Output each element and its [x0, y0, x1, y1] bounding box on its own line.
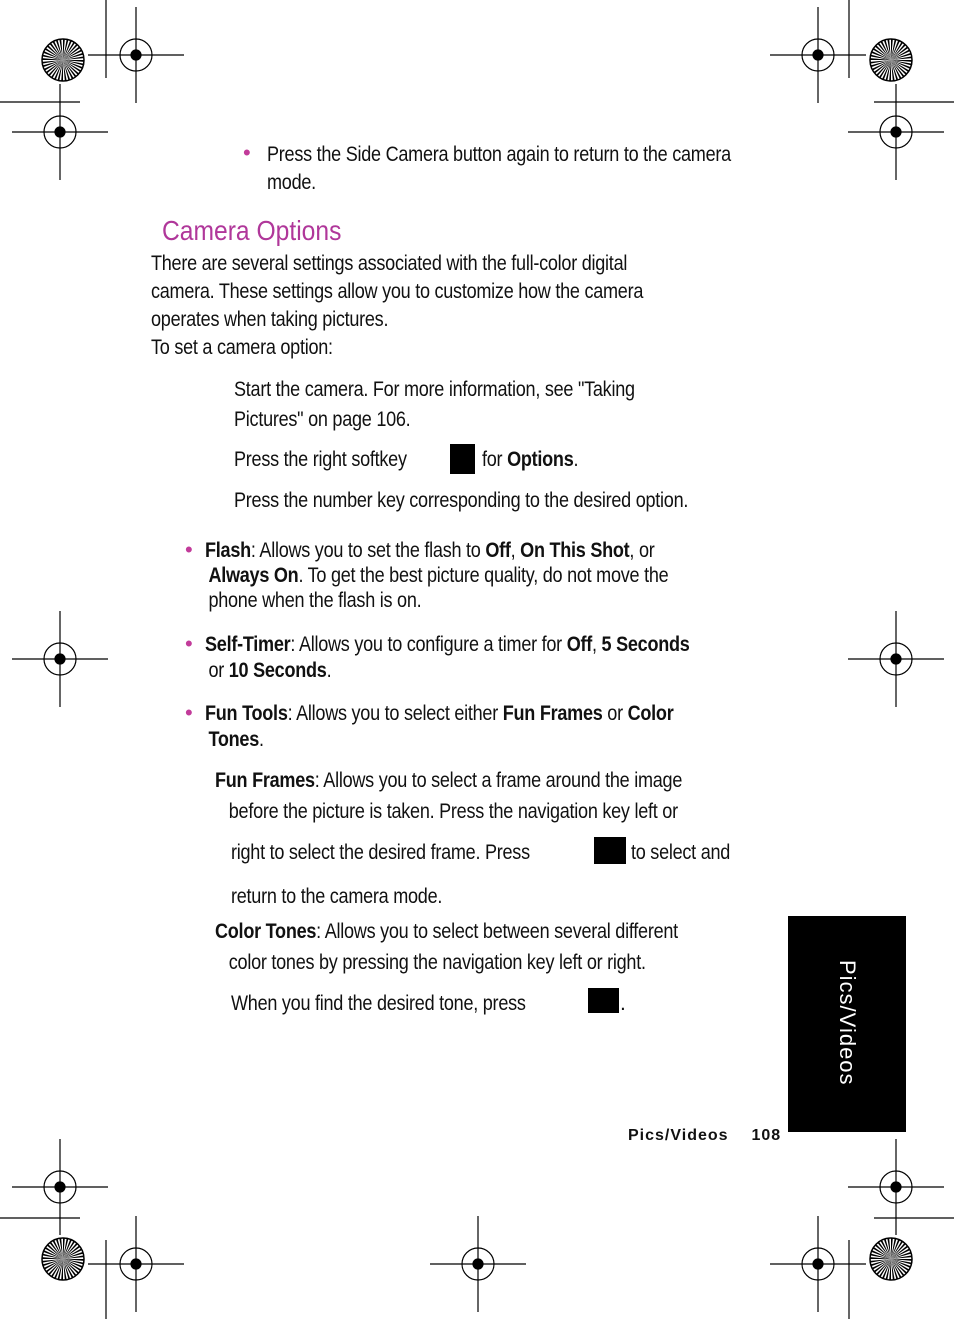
fun-frames-line-3-suffix: to select and: [631, 841, 731, 864]
instruction-lead: To set a camera option:: [151, 336, 333, 359]
option-self-timer: Self-Timer: Allows you to configure a timer for Off, 5 Seconds or 10 Seconds.: [205, 633, 690, 682]
page-number: 108: [751, 1127, 782, 1144]
paragraph-line: There are several settings associated with the full-color digital: [151, 252, 628, 275]
step-2-suffix: for Options.: [482, 448, 579, 471]
select-key-icon: [588, 988, 619, 1013]
select-key-icon: [594, 837, 626, 864]
paragraph-line: operates when taking pictures.: [151, 308, 389, 331]
bullet-icon: •: [185, 700, 193, 725]
step-2: Press the right softkey: [234, 448, 407, 471]
section-side-tab: [788, 916, 906, 1132]
fun-frames-line-4: return to the camera mode.: [231, 885, 443, 908]
bullet-icon: •: [185, 537, 193, 562]
bullet-icon: •: [185, 631, 193, 656]
section-heading: Camera Options: [162, 215, 342, 246]
starburst-mark: [42, 1238, 84, 1280]
starburst-mark: [42, 39, 84, 81]
option-fun-frames: Fun Frames: Allows you to select a frame around the image before the picture is taken. Press the navigation key left or: [215, 769, 683, 823]
footer-section: Pics/Videos: [628, 1127, 729, 1144]
bullet-icon: •: [243, 140, 251, 165]
options-label: Options: [507, 448, 574, 471]
intro-paragraph: [151, 250, 643, 362]
color-tones-line-3: When you find the desired tone, press: [231, 992, 526, 1015]
starburst-mark: [870, 1238, 912, 1280]
page-footer: [628, 1127, 781, 1145]
fun-frames-line-3: right to select the desired frame. Press: [231, 841, 530, 864]
option-color-tones: Color Tones: Allows you to select between several different color tones by pressing the navigation key left or right.: [215, 920, 678, 974]
option-fun-tools: Fun Tools: Allows you to select either Fun Frames or Color Tones.: [205, 702, 674, 751]
intro-bullet-text: Press the Side Camera button again to return to the camera mode.: [267, 143, 731, 194]
paragraph-line: camera. These settings allow you to customize how the camera: [151, 280, 644, 303]
option-flash: Flash: Allows you to set the flash to Off, On This Shot, or Always On. To get the best picture quality, do not move the phone when the flash is on.: [205, 539, 669, 612]
step-3: Press the number key corresponding to the desired option.: [234, 489, 689, 512]
side-tab-label: Pics/Videos: [835, 960, 860, 1086]
right-softkey-icon: [450, 444, 475, 474]
step-1: Start the camera. For more information, see "Taking Pictures" on page 106.: [234, 378, 635, 431]
starburst-mark: [870, 39, 912, 81]
